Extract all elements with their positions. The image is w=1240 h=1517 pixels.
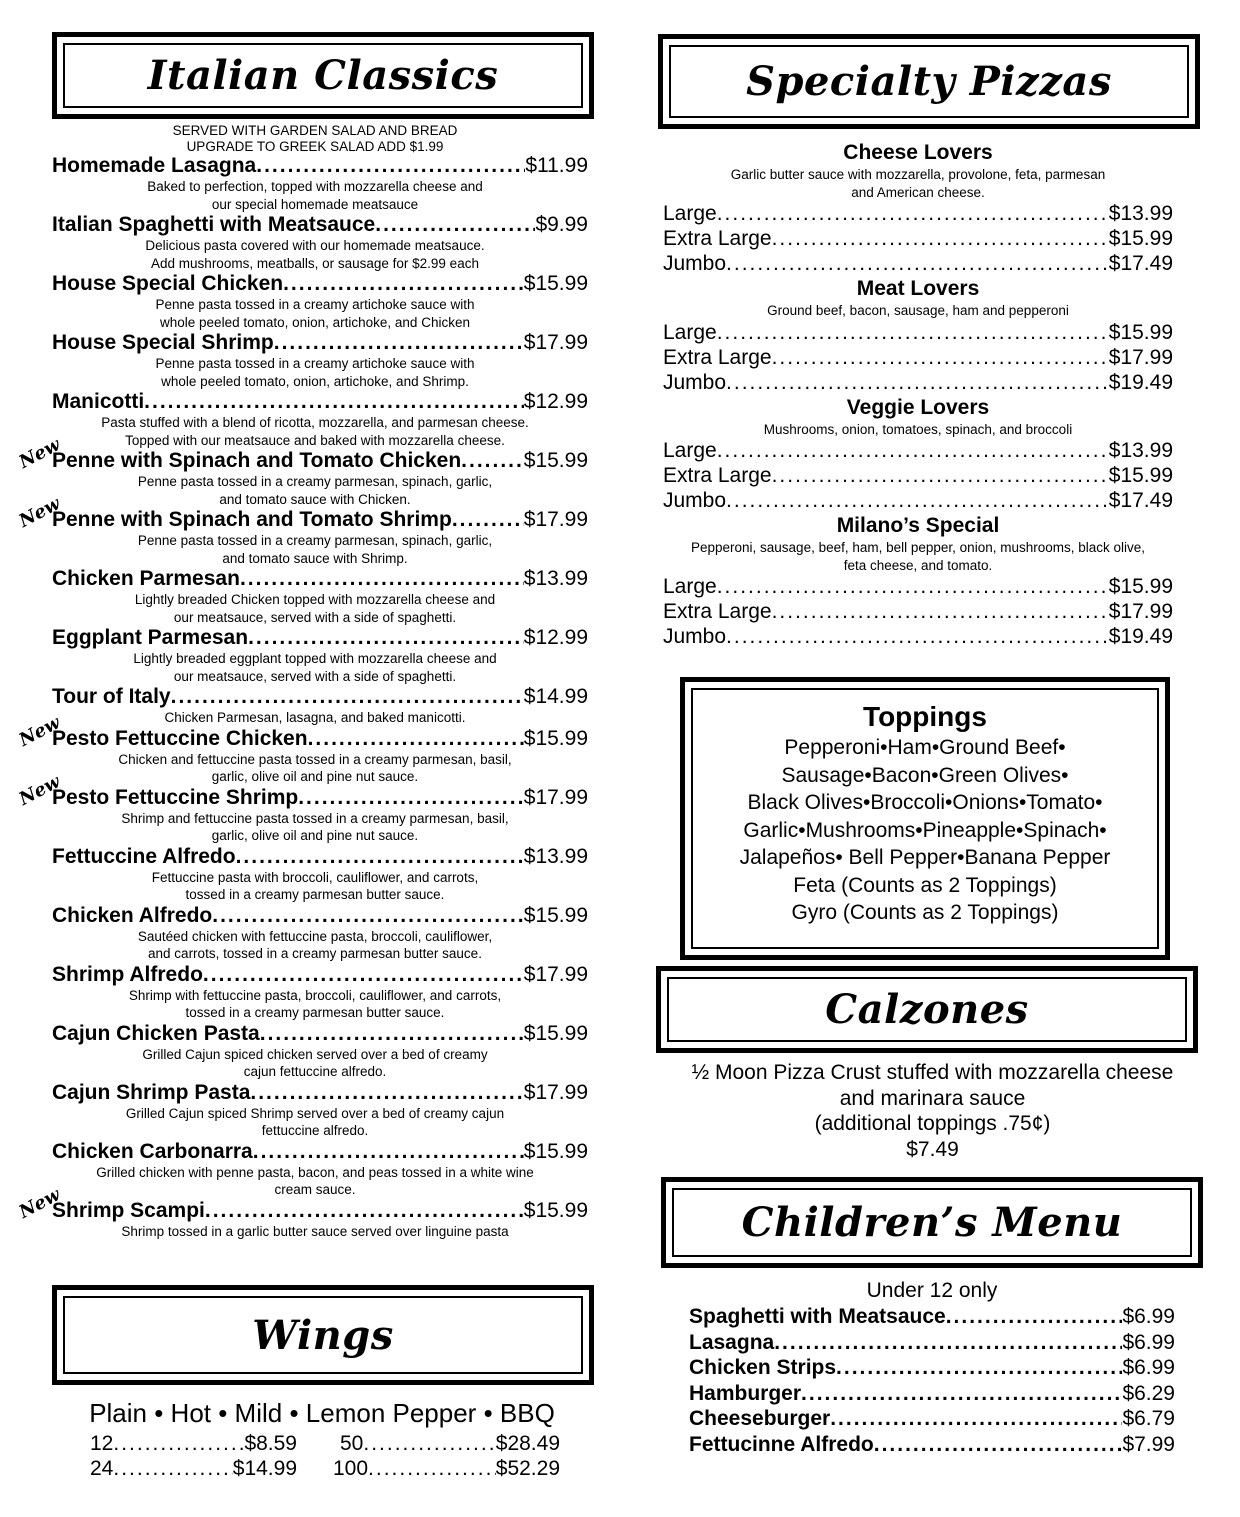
menu-line xyxy=(689,1330,1175,1356)
italian-classics-section xyxy=(15,123,588,1240)
item-description-line: whole peeled tomato, onion, artichoke, and Chicken xyxy=(160,314,470,330)
item-description xyxy=(52,650,578,685)
item-description-line: Penne pasta tossed in a creamy parmesan, spinach, garlic, xyxy=(137,533,493,548)
toppings-line: Jalapeños• Bell Pepper•Banana Pepper xyxy=(739,846,1111,869)
price-jumbo: $19.49 xyxy=(1108,625,1173,648)
item-name: Penne with Spinach and Tomato Shrimp xyxy=(52,508,452,531)
italian-menu-item xyxy=(52,213,588,272)
menu-line xyxy=(52,685,588,709)
item-description xyxy=(52,1105,578,1140)
item-description xyxy=(52,928,578,963)
menu-line xyxy=(52,449,588,473)
item-description-line: Baked to perfection, topped with mozzarella cheese and xyxy=(147,179,483,194)
price-jumbo: $17.49 xyxy=(1108,489,1173,512)
italian-menu-item xyxy=(52,331,588,390)
calzones-line-2: and marinara sauce xyxy=(839,1086,1026,1110)
item-description-line: Shrimp tossed in a garlic butter sauce served over linguine pasta xyxy=(121,1223,509,1239)
price-large: $15.99 xyxy=(1108,320,1173,344)
item-description xyxy=(52,869,578,904)
italian-menu-item xyxy=(52,1022,588,1081)
menu-line xyxy=(52,1199,588,1223)
menu-line xyxy=(52,272,588,296)
item-description-line: cream sauce. xyxy=(274,1182,356,1197)
italian-menu-item xyxy=(52,1140,588,1199)
calzones-price: $7.49 xyxy=(906,1137,959,1161)
item-name: Pesto Fettuccine Chicken xyxy=(52,726,308,750)
menu-line xyxy=(663,320,1173,345)
item-price: $13.99 xyxy=(523,844,588,868)
item-description-line: Penne pasta tossed in a creamy artichoke sauce with xyxy=(155,297,475,312)
new-badge: New xyxy=(15,770,64,810)
childrens-menu-banner xyxy=(661,1177,1203,1268)
price-jumbo: $19.49 xyxy=(1108,370,1173,394)
menu-line xyxy=(663,599,1173,624)
item-price: $15.99 xyxy=(523,1021,588,1045)
toppings-title: Toppings xyxy=(863,701,987,732)
toppings-line: Pepperoni•Ham•Ground Beef• xyxy=(784,736,1066,759)
menu-line xyxy=(52,626,588,650)
item-price: $12.99 xyxy=(523,390,588,413)
italian-menu-item xyxy=(52,845,588,904)
item-name: Chicken Parmesan xyxy=(52,567,240,590)
pizza-description: Mushrooms, onion, tomatoes, spinach, and broccoli xyxy=(763,421,1073,437)
specialty-pizzas-title: Specialty Pizzas xyxy=(746,58,1112,105)
toppings-line: Gyro (Counts as 2 Toppings) xyxy=(791,901,1059,924)
new-badge: New xyxy=(15,434,64,473)
italian-note-upgrade: UPGRADE TO GREEK SALAD ADD $1.99 xyxy=(186,138,444,154)
kids-item-price: $6.79 xyxy=(1122,1407,1175,1430)
pizza-group xyxy=(663,513,1173,649)
price-extra-large: $17.99 xyxy=(1108,600,1173,623)
item-description xyxy=(52,1046,578,1081)
item-description xyxy=(52,532,578,567)
item-name: Penne with Spinach and Tomato Chicken xyxy=(52,449,462,472)
wings-title: Wings xyxy=(252,1311,394,1359)
price-large: $13.99 xyxy=(1108,439,1173,462)
size-extra-large-label: Extra Large xyxy=(663,464,772,487)
item-description xyxy=(52,591,578,626)
item-description xyxy=(52,709,578,727)
pizza-name: Veggie Lovers xyxy=(846,395,990,419)
item-description xyxy=(52,473,578,508)
italian-menu-item xyxy=(52,963,588,1022)
menu-line xyxy=(52,508,588,532)
item-price: $17.99 xyxy=(523,1080,588,1104)
specialty-pizzas-section xyxy=(663,140,1173,649)
price-jumbo: $17.49 xyxy=(1108,252,1173,275)
price-extra-large: $17.99 xyxy=(1108,345,1173,369)
item-description-line: Chicken and fettuccine pasta tossed in a creamy parmesan, basil, xyxy=(118,751,512,767)
italian-classics-title: Italian Classics xyxy=(147,52,499,99)
wings-banner xyxy=(52,1285,594,1385)
childrens-age-note: Under 12 only xyxy=(866,1279,998,1302)
calzones-line-3: (additional toppings .75¢) xyxy=(814,1112,1051,1135)
menu-line xyxy=(663,370,1173,395)
item-description-line: Sautéed chicken with fettuccine pasta, broccoli, cauliflower, xyxy=(137,928,493,944)
pizza-description: and American cheese. xyxy=(851,184,985,200)
item-price: $15.99 xyxy=(523,726,588,750)
menu-line xyxy=(52,727,588,751)
item-description xyxy=(52,237,578,272)
price-large: $13.99 xyxy=(1108,202,1173,225)
size-jumbo-label: Jumbo xyxy=(663,489,727,512)
wing-price: $8.59 xyxy=(244,1432,297,1455)
menu-line xyxy=(52,845,588,869)
menu-line xyxy=(689,1406,1175,1432)
childrens-menu-title: Children’s Menu xyxy=(741,1199,1123,1246)
pizza-group xyxy=(663,140,1173,276)
size-large-label: Large xyxy=(663,575,717,598)
new-badge: New xyxy=(15,1183,64,1223)
item-description-line: and carrots, tossed in a creamy parmesan butter sauce. xyxy=(148,946,482,961)
wing-qty: 12 xyxy=(90,1432,114,1455)
item-description-line: Penne pasta tossed in a creamy parmesan, spinach, garlic, xyxy=(137,474,493,489)
menu-line xyxy=(52,1140,588,1164)
wing-price: $14.99 xyxy=(232,1457,297,1480)
pizza-name: Milano’s Special xyxy=(836,514,1000,537)
item-description-line: tossed in a creamy parmesan butter sauce. xyxy=(185,1005,445,1020)
item-description-line: Grilled chicken with penne pasta, bacon, and peas tossed in a white wine xyxy=(96,1164,534,1180)
kids-item-name: Lasagna xyxy=(689,1330,775,1354)
menu-line xyxy=(689,1355,1175,1381)
kids-item-price: $7.99 xyxy=(1122,1432,1175,1456)
item-price: $15.99 xyxy=(523,449,588,472)
price-extra-large: $15.99 xyxy=(1108,464,1173,487)
item-price: $15.99 xyxy=(523,272,588,295)
italian-classics-banner xyxy=(52,32,594,119)
item-description xyxy=(52,1164,578,1199)
childrens-menu-section xyxy=(689,1278,1175,1457)
italian-menu-item xyxy=(52,567,588,626)
wing-qty: 100 xyxy=(333,1457,369,1480)
new-badge: New xyxy=(15,711,64,751)
item-description-line: Topped with our meatsauce and baked with mozzarella cheese. xyxy=(125,432,505,448)
calzones-banner xyxy=(656,966,1198,1053)
wing-price-row xyxy=(90,1432,297,1456)
item-price: $12.99 xyxy=(523,626,588,649)
item-description-line: garlic, olive oil and pine nut sauce. xyxy=(211,828,419,843)
italian-menu-item xyxy=(52,626,588,685)
wing-price: $28.49 xyxy=(495,1432,560,1455)
menu-line xyxy=(689,1304,1175,1330)
menu-line xyxy=(663,624,1173,649)
item-description-line: our special homemade meatsauce xyxy=(211,196,419,212)
specialty-pizzas-banner xyxy=(658,34,1200,129)
menu-line xyxy=(52,904,588,928)
item-description-line: and tomato sauce with Shrimp. xyxy=(222,550,408,566)
menu-line xyxy=(663,251,1173,276)
item-name: Italian Spaghetti with Meatsauce xyxy=(52,213,376,236)
italian-menu-item xyxy=(52,904,588,963)
size-extra-large-label: Extra Large xyxy=(663,345,772,369)
toppings-line: Sausage•Bacon•Green Olives• xyxy=(781,763,1069,787)
item-description-line: fettuccine alfredo. xyxy=(261,1123,369,1138)
item-description-line: whole peeled tomato, onion, artichoke, and Shrimp. xyxy=(161,373,469,389)
menu-line xyxy=(52,213,588,237)
item-name: Fettuccine Alfredo xyxy=(52,844,236,868)
calzones-line-1: ½ Moon Pizza Crust stuffed with mozzarella cheese xyxy=(691,1061,1174,1084)
item-price: $15.99 xyxy=(523,1139,588,1163)
size-large-label: Large xyxy=(663,439,717,462)
item-description-line: tossed in a creamy parmesan butter sauce. xyxy=(185,887,445,902)
menu-line xyxy=(52,154,588,178)
price-extra-large: $15.99 xyxy=(1108,227,1173,250)
item-name: Chicken Carbonarra xyxy=(52,1139,253,1163)
wing-price-row xyxy=(90,1457,297,1481)
italian-menu-item xyxy=(52,154,588,213)
pizza-name: Cheese Lovers xyxy=(843,141,993,164)
pizza-name: Meat Lovers xyxy=(856,277,980,300)
menu-line xyxy=(52,1022,588,1046)
item-description xyxy=(52,987,578,1022)
item-description-line: Lightly breaded Chicken topped with mozzarella cheese and xyxy=(134,592,496,607)
menu-line xyxy=(663,226,1173,251)
kids-item-price: $6.99 xyxy=(1122,1356,1175,1379)
item-description-line: Add mushrooms, meatballs, or sausage for $2.99 each xyxy=(151,255,479,271)
wing-qty: 50 xyxy=(340,1432,364,1455)
item-description xyxy=(52,1223,578,1241)
item-name: Cajun Chicken Pasta xyxy=(52,1021,260,1045)
wing-qty: 24 xyxy=(90,1457,114,1480)
item-description-line: Fettuccine pasta with broccoli, cauliflower, and carrots, xyxy=(151,869,479,885)
italian-menu-item xyxy=(52,1081,588,1140)
italian-note-salad: SERVED WITH GARDEN SALAD AND BREAD xyxy=(172,123,458,138)
pizza-description: feta cheese, and tomato. xyxy=(843,557,993,573)
menu-line xyxy=(52,567,588,591)
item-price: $15.99 xyxy=(523,1198,588,1222)
size-large-label: Large xyxy=(663,202,717,225)
item-price: $13.99 xyxy=(523,567,588,590)
item-name: Tour of Italy xyxy=(52,685,171,708)
item-description xyxy=(52,751,578,786)
item-description-line: garlic, olive oil and pine nut sauce. xyxy=(211,769,419,784)
item-name: Eggplant Parmesan xyxy=(52,626,249,649)
menu-line xyxy=(663,201,1173,226)
item-description-line: Delicious pasta covered with our homemade meatsauce. xyxy=(145,238,485,253)
item-price: $17.99 xyxy=(523,331,588,354)
item-description xyxy=(52,810,578,845)
item-description-line: Shrimp and fettuccine pasta tossed in a creamy parmesan, basil, xyxy=(121,810,509,826)
new-badge: New xyxy=(15,493,64,532)
item-name: Chicken Alfredo xyxy=(52,903,213,927)
item-description xyxy=(52,414,578,449)
menu-line xyxy=(663,488,1173,513)
menu-line xyxy=(52,331,588,355)
size-jumbo-label: Jumbo xyxy=(663,625,727,648)
item-description-line: Penne pasta tossed in a creamy artichoke sauce with xyxy=(155,356,475,371)
item-description-line: our meatsauce, served with a side of spaghetti. xyxy=(173,609,457,625)
item-description-line: Pasta stuffed with a blend of ricotta, mozzarella, and parmesan cheese. xyxy=(101,415,529,430)
item-description xyxy=(52,178,578,213)
menu-line xyxy=(52,1081,588,1105)
wings-flavors: Plain • Hot • Mild • Lemon Pepper • BBQ xyxy=(89,1398,555,1428)
kids-item-name: Hamburger xyxy=(689,1381,802,1405)
italian-menu-item xyxy=(15,770,588,845)
menu-line xyxy=(52,786,588,810)
toppings-box xyxy=(680,677,1170,960)
item-price: $11.99 xyxy=(525,154,588,177)
item-price: $17.99 xyxy=(523,785,588,809)
pizza-group xyxy=(663,395,1173,514)
size-large-label: Large xyxy=(663,320,717,344)
kids-item-name: Fettucinne Alfredo xyxy=(689,1432,874,1456)
item-description-line: cajun fettuccine alfredo. xyxy=(243,1064,387,1079)
item-name: House Special Shrimp xyxy=(52,331,274,354)
item-description-line: Grilled Cajun spiced chicken served over a bed of creamy xyxy=(142,1046,488,1062)
item-price: $15.99 xyxy=(523,903,588,927)
italian-menu-item xyxy=(52,390,588,449)
item-name: House Special Chicken xyxy=(52,272,284,295)
item-name: Homemade Lasagna xyxy=(52,154,257,177)
menu-line xyxy=(689,1381,1175,1407)
size-extra-large-label: Extra Large xyxy=(663,600,772,623)
toppings-line: Garlic•Mushrooms•Pineapple•Spinach• xyxy=(743,818,1107,842)
menu-line xyxy=(663,463,1173,488)
item-price: $14.99 xyxy=(523,685,588,708)
calzones-title: Calzones xyxy=(825,986,1029,1033)
kids-item-name: Spaghetti with Meatsauce xyxy=(689,1305,946,1328)
pizza-description: Garlic butter sauce with mozzarella, provolone, feta, parmesan xyxy=(730,167,1106,182)
wing-price-row xyxy=(340,1432,560,1456)
calzones-description xyxy=(660,1060,1205,1162)
menu-line xyxy=(689,1432,1175,1458)
item-description-line: and tomato sauce with Chicken. xyxy=(219,491,411,507)
size-extra-large-label: Extra Large xyxy=(663,227,772,250)
item-description xyxy=(52,355,578,390)
item-description-line: Grilled Cajun spiced Shrimp served over a bed of creamy cajun xyxy=(125,1105,505,1121)
item-description xyxy=(52,296,578,331)
item-description-line: our meatsauce, served with a side of spaghetti. xyxy=(173,668,457,684)
kids-item-name: Chicken Strips xyxy=(689,1356,837,1379)
pizza-description: Ground beef, bacon, sausage, ham and pepperoni xyxy=(767,303,1069,318)
menu-line xyxy=(52,390,588,414)
item-name: Shrimp Scampi xyxy=(52,1198,205,1222)
item-description-line: Shrimp with fettuccine pasta, broccoli, cauliflower, and carrots, xyxy=(128,987,502,1003)
price-large: $15.99 xyxy=(1108,575,1173,598)
toppings-line: Black Olives•Broccoli•Onions•Tomato• xyxy=(747,791,1103,814)
kids-item-name: Cheeseburger xyxy=(689,1407,831,1430)
item-description-line: Lightly breaded eggplant topped with mozzarella cheese and xyxy=(133,651,497,666)
size-jumbo-label: Jumbo xyxy=(663,370,727,394)
item-description-line: Chicken Parmesan, lasagna, and baked manicotti. xyxy=(164,710,466,725)
item-price: $9.99 xyxy=(535,213,588,236)
kids-item-price: $6.29 xyxy=(1122,1381,1175,1405)
italian-menu-item xyxy=(52,272,588,331)
menu-line xyxy=(663,438,1173,463)
menu-line xyxy=(52,963,588,987)
pizza-group xyxy=(663,276,1173,395)
toppings-line: Feta (Counts as 2 Toppings) xyxy=(793,873,1057,897)
item-price: $17.99 xyxy=(523,508,588,531)
kids-item-price: $6.99 xyxy=(1122,1330,1175,1354)
size-jumbo-label: Jumbo xyxy=(663,252,727,275)
item-name: Cajun Shrimp Pasta xyxy=(52,1080,251,1104)
item-price: $17.99 xyxy=(523,962,588,986)
wing-price: $52.29 xyxy=(495,1457,560,1480)
menu-line xyxy=(663,345,1173,370)
menu-line xyxy=(663,574,1173,599)
item-name: Pesto Fettuccine Shrimp xyxy=(52,785,299,809)
wing-price-row xyxy=(333,1457,560,1481)
item-name: Shrimp Alfredo xyxy=(52,962,203,986)
kids-item-price: $6.99 xyxy=(1122,1305,1175,1328)
item-name: Manicotti xyxy=(52,390,145,413)
pizza-description: Pepperoni, sausage, beef, ham, bell pepper, onion, mushrooms, black olive, xyxy=(690,540,1146,555)
italian-menu-item xyxy=(52,685,588,727)
